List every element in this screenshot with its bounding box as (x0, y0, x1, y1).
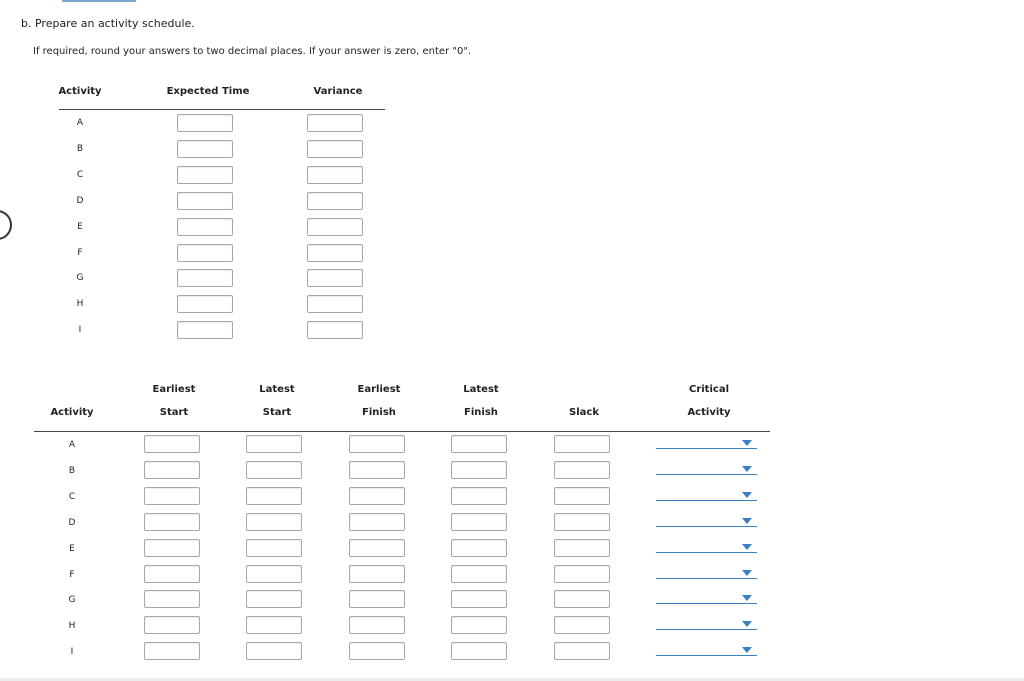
slack-input-c[interactable] (554, 487, 610, 505)
caret-down-icon (742, 518, 752, 524)
critical-activity-dropdown-c[interactable] (656, 490, 757, 501)
critical-activity-dropdown-f[interactable] (656, 568, 757, 579)
activity-label-c: C (68, 491, 76, 502)
expected-time-input-g[interactable] (177, 269, 233, 287)
t2-header-earliest-start-2: Start (159, 407, 189, 418)
latest-finish-input-c[interactable] (451, 487, 507, 505)
caret-down-icon (742, 570, 752, 576)
slack-input-d[interactable] (554, 513, 610, 531)
part-label: b. Prepare an activity schedule. (21, 17, 195, 30)
activity-label-e: E (69, 543, 75, 554)
critical-activity-dropdown-g[interactable] (656, 593, 757, 604)
latest-finish-input-f[interactable] (451, 565, 507, 583)
activity-label-a: A (76, 118, 84, 128)
t2-header-slack: Slack (569, 407, 599, 418)
activity-label-f: F (69, 569, 75, 580)
activity-label-c: C (76, 169, 84, 180)
caret-down-icon (742, 544, 752, 550)
critical-activity-dropdown-d[interactable] (656, 516, 757, 527)
t2-header-critical-activity-1: Critical (688, 384, 729, 395)
t2-header-rule (34, 431, 770, 432)
t2-header-latest-start-1: Latest (259, 384, 295, 395)
slack-input-f[interactable] (554, 565, 610, 583)
latest-start-input-a[interactable] (246, 435, 302, 453)
latest-finish-input-i[interactable] (451, 642, 507, 660)
t1-header-rule (59, 109, 385, 110)
activity-label-e: E (77, 221, 83, 232)
critical-activity-dropdown-i[interactable] (656, 645, 757, 656)
variance-input-g[interactable] (307, 269, 363, 287)
earliest-finish-input-b[interactable] (349, 461, 405, 479)
variance-input-d[interactable] (307, 192, 363, 210)
activity-label-b: B (68, 465, 76, 476)
earliest-finish-input-h[interactable] (349, 616, 405, 634)
top-accent-bar (62, 0, 136, 2)
earliest-start-input-h[interactable] (144, 616, 200, 634)
earliest-finish-input-g[interactable] (349, 590, 405, 608)
latest-finish-input-e[interactable] (451, 539, 507, 557)
earliest-start-input-a[interactable] (144, 435, 200, 453)
variance-input-h[interactable] (307, 295, 363, 313)
expected-time-input-b[interactable] (177, 140, 233, 158)
earliest-start-input-b[interactable] (144, 461, 200, 479)
expected-time-input-f[interactable] (177, 244, 233, 262)
latest-finish-input-a[interactable] (451, 435, 507, 453)
latest-start-input-e[interactable] (246, 539, 302, 557)
slack-input-b[interactable] (554, 461, 610, 479)
expected-time-input-a[interactable] (177, 114, 233, 132)
activity-label-d: D (68, 517, 76, 528)
earliest-start-input-i[interactable] (144, 642, 200, 660)
critical-activity-dropdown-a[interactable] (656, 438, 757, 449)
activity-label-h: H (76, 299, 84, 310)
t2-header-earliest-finish-1: Earliest (357, 384, 401, 395)
activity-label-g: G (76, 273, 84, 284)
activity-label-i: I (70, 647, 74, 658)
activity-label-b: B (76, 143, 84, 154)
expected-time-input-i[interactable] (177, 321, 233, 339)
t1-header-expected-time: Expected Time (166, 86, 250, 97)
t2-header-latest-start-2: Start (262, 407, 292, 418)
activity-label-h: H (68, 621, 76, 632)
latest-start-input-c[interactable] (246, 487, 302, 505)
t2-header-latest-finish-1: Latest (463, 384, 499, 395)
t1-header-variance: Variance (313, 86, 363, 97)
variance-input-i[interactable] (307, 321, 363, 339)
expected-time-input-c[interactable] (177, 166, 233, 184)
t2-header-critical-activity-2: Activity (687, 407, 731, 418)
critical-activity-dropdown-h[interactable] (656, 619, 757, 630)
earliest-finish-input-c[interactable] (349, 487, 405, 505)
latest-finish-input-g[interactable] (451, 590, 507, 608)
earliest-start-input-d[interactable] (144, 513, 200, 531)
latest-start-input-i[interactable] (246, 642, 302, 660)
instructions-text: If required, round your answers to two decimal places. If your answer is zero, enter "0". (33, 46, 472, 57)
variance-input-e[interactable] (307, 218, 363, 236)
activity-label-d: D (76, 195, 84, 206)
latest-finish-input-h[interactable] (451, 616, 507, 634)
activity-label-g: G (68, 595, 76, 606)
earliest-start-input-f[interactable] (144, 565, 200, 583)
t2-header-activity: Activity (50, 407, 94, 418)
variance-input-f[interactable] (307, 244, 363, 262)
caret-down-icon (742, 621, 752, 627)
latest-start-input-b[interactable] (246, 461, 302, 479)
caret-down-icon (742, 466, 752, 472)
caret-down-icon (742, 595, 752, 601)
slack-input-i[interactable] (554, 642, 610, 660)
expected-time-input-e[interactable] (177, 218, 233, 236)
latest-finish-input-d[interactable] (451, 513, 507, 531)
earliest-finish-input-d[interactable] (349, 513, 405, 531)
earliest-start-input-g[interactable] (144, 590, 200, 608)
expected-time-input-d[interactable] (177, 192, 233, 210)
variance-input-c[interactable] (307, 166, 363, 184)
slack-input-a[interactable] (554, 435, 610, 453)
critical-activity-dropdown-e[interactable] (656, 542, 757, 553)
earliest-finish-input-f[interactable] (349, 565, 405, 583)
earliest-finish-input-a[interactable] (349, 435, 405, 453)
variance-input-b[interactable] (307, 140, 363, 158)
t2-header-earliest-finish-2: Finish (362, 407, 396, 418)
variance-input-a[interactable] (307, 114, 363, 132)
slack-input-g[interactable] (554, 590, 610, 608)
expected-time-input-h[interactable] (177, 295, 233, 313)
t2-header-earliest-start-1: Earliest (152, 384, 196, 395)
latest-finish-input-b[interactable] (451, 461, 507, 479)
activity-label-i: I (78, 325, 82, 336)
caret-down-icon (742, 647, 752, 653)
activity-label-f: F (77, 247, 83, 258)
caret-down-icon (742, 440, 752, 446)
circle-icon (0, 210, 12, 240)
earliest-start-input-c[interactable] (144, 487, 200, 505)
critical-activity-dropdown-b[interactable] (656, 464, 757, 475)
earliest-start-input-e[interactable] (144, 539, 200, 557)
t2-header-latest-finish-2: Finish (464, 407, 498, 418)
caret-down-icon (742, 492, 752, 498)
slack-input-e[interactable] (554, 539, 610, 557)
earliest-finish-input-e[interactable] (349, 539, 405, 557)
latest-start-input-f[interactable] (246, 565, 302, 583)
earliest-finish-input-i[interactable] (349, 642, 405, 660)
latest-start-input-d[interactable] (246, 513, 302, 531)
slack-input-h[interactable] (554, 616, 610, 634)
t1-header-activity: Activity (58, 86, 102, 97)
latest-start-input-h[interactable] (246, 616, 302, 634)
activity-label-a: A (68, 440, 76, 450)
latest-start-input-g[interactable] (246, 590, 302, 608)
